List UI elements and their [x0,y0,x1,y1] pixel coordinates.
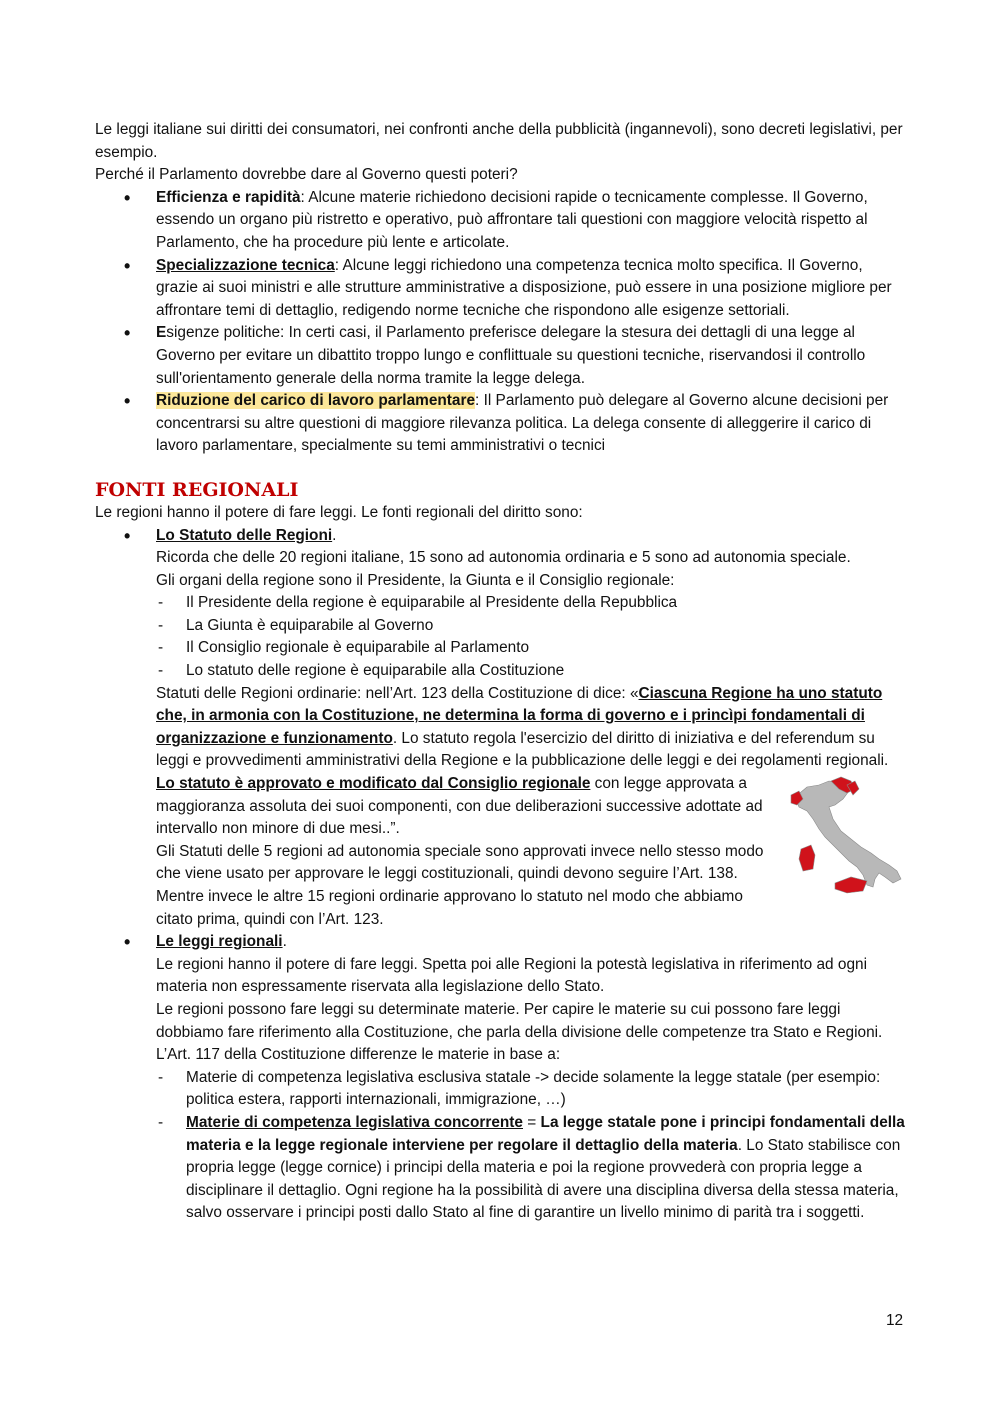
reason-item [95,390,907,458]
reason-title: E [156,324,167,342]
organi-item: - Il Presidente della regione è equiparabile al Presidente della Repubblica [156,592,907,615]
section-intro: Le regioni hanno il potere di fare leggi. Le fonti regionali del diritto sono: [95,503,583,521]
statuto-p2: Gli organi della regione sono il Presidente, la Giunta e il Consiglio regionale: [156,571,675,589]
reason-title: Specializzazione tecnica [156,256,335,274]
italy-map-icon [789,775,907,900]
page-number: 12 [886,1312,904,1329]
materie-concorrente-emphasis: La legge statale pone i principi fondamentali della materia e la legge regionale interviene per regolare il dettaglio della materia [186,1113,905,1154]
materie-item: - Materie di competenza legislativa esclusiva statale -> decide solamente la legge statale (per esempio: politica estera, rapporti internazionali, immigrazione, …) [156,1067,907,1112]
statuto-p1: Ricorda che delle 20 regioni italiane, 15 sono ad autonomia ordinaria e 5 sono ad autonomia speciale. [156,549,851,567]
statuto-title: Lo Statuto delle Regioni [156,526,333,544]
intro-paragraph: Le leggi italiane sui diritti dei consumatori, nei confronti anche della pubblicità (ingannevoli), sono decreti legislativi, per esempio. [95,121,903,161]
map-region-special [799,845,815,871]
statuto-p3 [156,683,907,841]
statuto-p3-a: Statuti delle Regioni ordinarie: nell’Art. 123 della Costituzione di dice: « [156,684,639,702]
section-heading: FONTI REGIONALI [95,478,299,501]
intro-question: Perché il Parlamento dovrebbe dare al Governo questi poteri? [95,166,518,184]
organi-item: - Lo statuto delle regione è equiparabile alla Costituzione [156,660,907,683]
map-region-ordinary [795,781,901,887]
reason-title-highlighted: Riduzione del carico di lavoro parlamentare [156,392,476,410]
reason-text: : Alcune leggi richiedono una competenza tecnica molto specifica. Il Governo, grazie ai suoi ministri e alle strutture amministrative a disposizione, può essere in una posizione migliore per affrontare temi di dettaglio, redigendo norme tecniche che rispondono alle esigenze settoriali. [156,256,892,319]
statuto-title-end: . [332,526,337,544]
sources-list [95,525,907,1225]
organi-item: - La Giunta è equiparabile al Governo [156,615,907,638]
reason-text: : Alcune materie richiedono decisioni rapide o tecnicamente complesse. Il Governo, essendo un organo più ristretto e operativo, può affrontare tali questioni con maggiore velocità rispetto al Parlamento, che ha procedure più lente e articolate. [156,188,868,251]
leggi-p1: Le regioni hanno il potere di fare leggi. Spetta poi alle Regioni la potestà legislativa in riferimento ad ogni materia non espressamente riservata alla legislazione dello Stato. [156,955,867,996]
reason-text: sigenze politiche: In certi casi, il Parlamento preferisce delegare la stesura dei dettagli di una legge al Governo per evitare un dibattito troppo lungo e conflittuale su questioni tecniche, riservandosi il controllo sull'orientamento generale della norma tramite la legge delega. [156,324,866,387]
reasons-list [95,187,907,458]
materie-concorrente-text: . Lo Stato stabilisce con propria legge (legge cornice) i principi della materia e poi la regione provvederà con propria legge a disciplinare il dettaglio. Ogni regione ha la possibilità di avere una disciplina diversa della stessa materia, salvo osservare i principi posti dallo Stato al fine di garantire un livello minimo di parità tra i soggetti. [186,1136,901,1222]
statuto-p3-emphasis: Lo statuto è approvato e modificato dal Consiglio regionale [156,775,591,793]
statuto-p3-e: con legge approvata a maggioranza assoluta dei suoi componenti, con due deliberazioni successive adottate ad intervallo non minore di due mesi..”. [156,775,763,838]
materie-equals: = [523,1113,541,1131]
materie-item [156,1112,907,1225]
materie-concorrente-title: Materie di competenza legislativa concorrente [186,1113,523,1131]
source-item-leggi [95,931,907,1225]
reason-title: Efficienza e rapidità [156,188,301,206]
reason-text: : Il Parlamento può delegare al Governo alcune decisioni per concentrarsi su altre questioni di maggiore rilevanza politica. La delega consente di alleggerire il carico di lavoro parlamentare, specialmente su temi amministrativi o tecnici [156,392,889,455]
document-page [95,119,907,1225]
source-item-statuto [95,525,907,932]
reason-item [95,322,907,390]
map-region-special [835,877,867,893]
leggi-p2: Le regioni possono fare leggi su determinate materie. Per capire le materie su cui possono fare leggi dobbiamo fare riferimento alla Costituzione, che parla della divisione delle competenze tra Stato e Regioni. L’Art. 117 della Costituzione differenze le materie in base a: [156,1000,883,1064]
organi-item: - Il Consiglio regionale è equiparabile al Parlamento [156,637,907,660]
statuto-p3-quote: Ciascuna Regione ha uno statuto che, in armonia con la Costituzione, ne determina la forma di governo e i princìpi fondamentali di organizzazione e funzionamento [156,684,883,747]
leggi-title-end: . [282,933,287,951]
statuto-p4: Gli Statuti delle 5 regioni ad autonomia speciale sono approvati invece nello stesso modo che viene usato per approvare le leggi costituzionali, quindi devono seguire l’Art. 138. Mentre invece le altre 15 regioni ordinarie approvano lo statuto nel modo che abbiamo citato prima, quindi con l’Art. 123. [156,842,764,928]
reason-item [95,187,907,255]
reason-item [95,255,907,323]
statuto-p3-c: . Lo statuto regola l'esercizio del diritto di iniziativa e del referendum su leggi e provvedimenti amministrativi della Regione e la pubblicazione delle leggi e dei regolamenti regionali. [156,729,889,770]
leggi-title: Le leggi regionali [156,933,283,951]
materie-list [156,1067,907,1225]
organi-list [156,592,907,682]
